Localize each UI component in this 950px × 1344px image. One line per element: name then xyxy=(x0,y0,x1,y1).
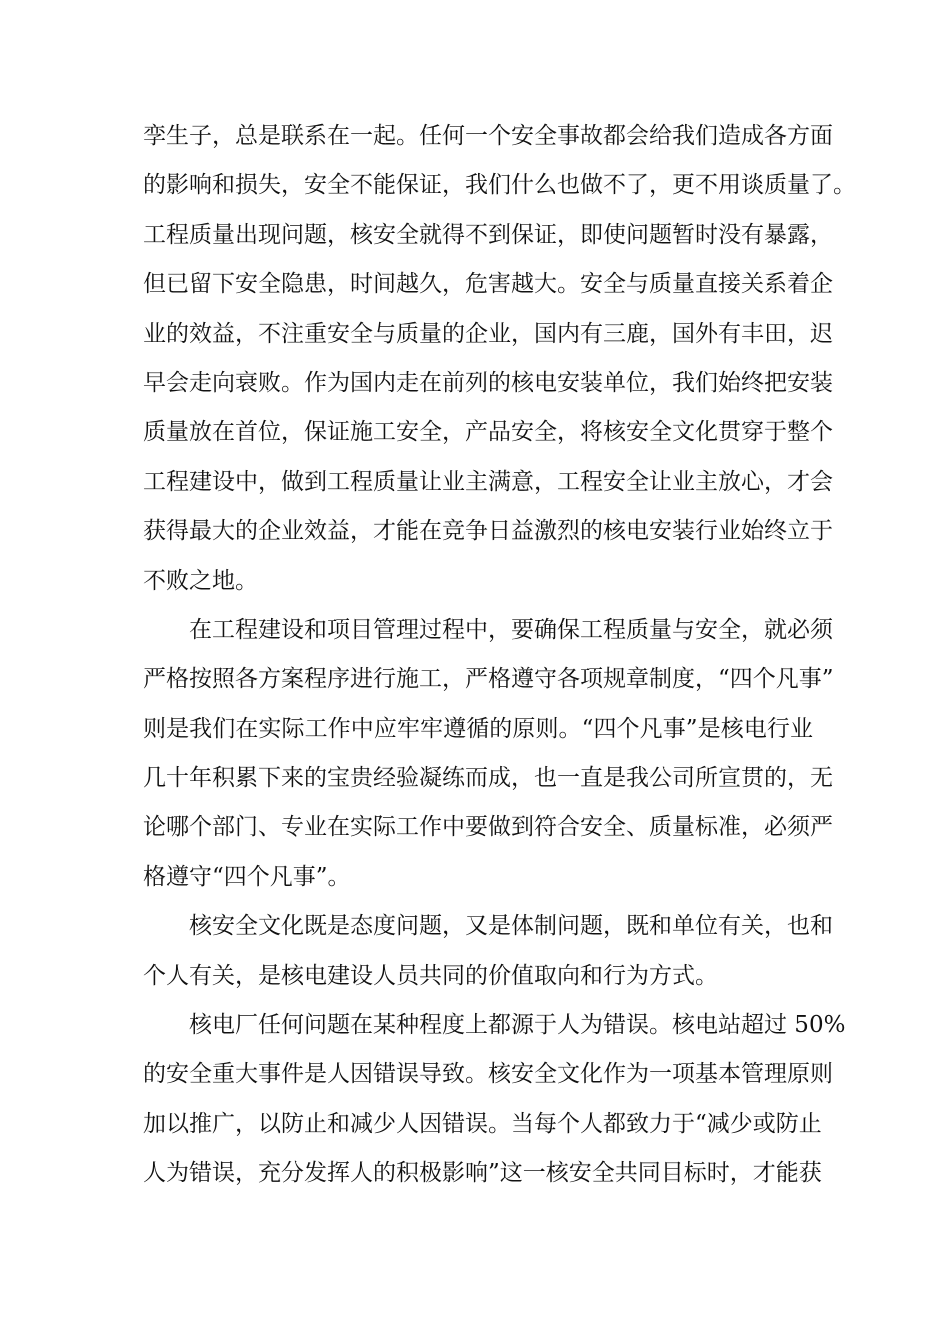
text-line: 人为错误，充分发挥人的积极影响”这一核安全共同目标时，才能获 xyxy=(143,1160,822,1187)
body-text xyxy=(143,112,856,1199)
text-line: 但已留下安全隐患，时间越久，危害越大。安全与质量直接关系着企 xyxy=(143,271,833,298)
paragraph-first-line: 核安全文化既是态度问题，又是体制问题，既和单位有关，也和 xyxy=(189,913,833,940)
text-line: 孪生子，总是联系在一起。任何一个安全事故都会给我们造成各方面 xyxy=(143,123,833,149)
text-line: 工程质量出现问题，核安全就得不到保证，即使问题暂时没有暴露， xyxy=(143,221,833,248)
paragraph-first-line: 核电厂任何问题在某种程度上都源于人为错误。核电站超过 50% xyxy=(189,1012,846,1039)
text-line: 几十年积累下来的宝贵经验凝练而成，也一直是我公司所宣贯的，无 xyxy=(143,765,833,792)
text-line: 早会走向衰败。作为国内走在前列的核电安装单位，我们始终把安装 xyxy=(143,369,833,396)
text-line: 工程建设中，做到工程质量让业主满意，工程安全让业主放心，才会 xyxy=(143,468,833,495)
text-line: 严格按照各方案程序进行施工，严格遵守各项规章制度，“四个凡事” xyxy=(143,666,834,693)
text-line: 获得最大的企业效益，才能在竞争日益激烈的核电安装行业始终立于 xyxy=(143,518,833,545)
text-line: 格遵守“四个凡事”。 xyxy=(143,863,351,890)
text-line: 的安全重大事件是人因错误导致。核安全文化作为一项基本管理原则 xyxy=(143,1061,833,1088)
paragraph-first-line: 在工程建设和项目管理过程中，要确保工程质量与安全，就必须 xyxy=(189,616,833,643)
text-line: 论哪个部门、专业在实际工作中要做到符合安全、质量标准，必须严 xyxy=(143,814,833,841)
text-line: 个人有关，是核电建设人员共同的价值取向和行为方式。 xyxy=(143,962,718,989)
text-line: 加以推广，以防止和减少人因错误。当每个人都致力于“减少或防止 xyxy=(143,1110,822,1137)
text-line: 的影响和损失，安全不能保证，我们什么也做不了，更不用谈质量了。 xyxy=(143,172,856,199)
text-line: 质量放在首位，保证施工安全，产品安全，将核安全文化贯穿于整个 xyxy=(143,419,833,446)
text-line: 不败之地。 xyxy=(143,567,258,594)
text-line: 业的效益，不注重安全与质量的企业，国内有三鹿，国外有丰田，迟 xyxy=(143,320,833,347)
text-line: 则是我们在实际工作中应牢牢遵循的原则。“四个凡事”是核电行业 xyxy=(143,715,813,742)
